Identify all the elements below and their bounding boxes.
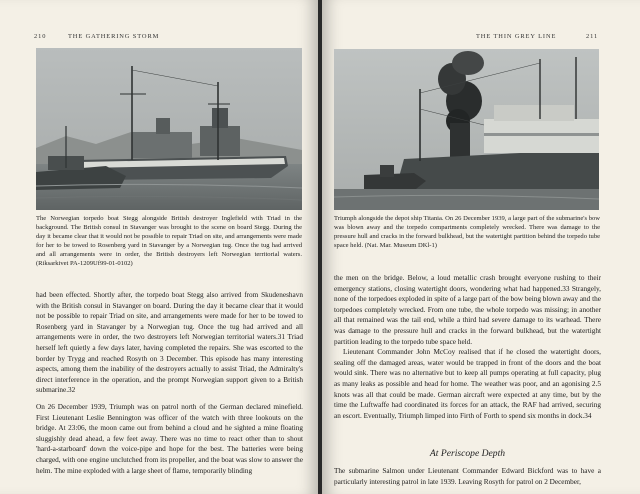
body-text-left [36, 290, 303, 476]
figure-caption-right [334, 214, 600, 250]
depot-ship-photo-illustration [334, 49, 599, 210]
figure-caption-left [36, 214, 302, 268]
right-page [322, 0, 640, 494]
running-head-title-right: THE THIN GREY LINE [476, 33, 557, 40]
caption-text-right: Triumph alongside the depot ship Titania. On 26 December 1939, a large part of the submarine's bow was blown away and the torpedo compartments completely wrecked. There was damage to the pressure hull and cracks in the forward bulkhead, but the watertight partition behind the torpedo tube space held. (Nat. Mar. Museum DKl-1) [334, 215, 600, 250]
running-head-title-left: THE GATHERING STORM [68, 33, 160, 40]
section-heading: At Periscope Depth [429, 448, 506, 459]
page-number-right: 211 [586, 33, 599, 40]
paragraph-left-2: On 26 December 1939, Triumph was on patrol north of the German declared minefield. First Lieutenant Leslie Bennington was officer of the watch with three lookouts on the bridge. At 23:06, the moon came out from behind a cloud and he sighted a mine floating sluggishly dead ahead, a few feet away. There was no time to react other than to shout 'hard-a-starboard' down the voice-pipe and hope for the best. The batteries were being charged, with one engine unclutched from its propeller, and the boat was slow to answer the helm. The mine exploded with a large sheet of flame, temporarily blinding [36, 402, 303, 475]
paragraph-right-section: The submarine Salmon under Lieutenant Commander Edward Bickford was to have a particularly interesting patrol in late 1939. Leaving Rosyth for patrol on 2 December, [334, 467, 601, 486]
photo-triumph-titania [334, 49, 599, 210]
paragraph-left-1: had been effected. Shortly after, the torpedo boat Stegg also arrived from Skudeneshavn with the British consul in Stavanger on board. During the day it became clear that it would not be possible to repair Triad on site, and arrangements were made for her to be towed to Rosenberg yard in Stavanger by a Norwegian tug. Once the tug had arrived and all arrangements were in order, the two destroyers left Norwegian territorial waters.31 Triad herself left quietly a few days later, having completed the repairs. She was escorted to the border by Trygg and reached Rosyth on 3 December. This episode has many interesting aspects, among them the inability of the destroyers actually to assist Triad, the Admiralty's direct interference in the operation, and the prompt Norwegian support given to a British submarine.32 [36, 291, 303, 395]
body-text-right [334, 273, 601, 421]
left-page [0, 0, 318, 494]
paragraph-right-1: the men on the bridge. Below, a loud metallic crash brought everyone rushing to their emergency stations, closing watertight doors, wondering what had happened.33 Strangely, none of the torpedoes exploded in spite of a large part of the bow being blown away and the torpedoes completely wrecked. From one tube, the whole torpedo was missing; in another all that remained was the tail end, while a third had severe damage to its warhead. There was damage to the pressure hull and cracks in the forward bulkhead, but the watertight partition leading to the torpedo tube space held. [334, 274, 601, 346]
caption-text-left: The Norwegian torpedo boat Stegg alongside British destroyer Inglefield with Triad in the background. The British consul in Stavanger was brought to the scene on board Stegg. During the day it became clear that it would not be possible to repair Triad on site, and arrangements were made for her to be towed to Rosenberg yard in Stavanger by a Norwegian tug. Once the tug had arrived and all arrangements were in order, the British destroyers left Norwegian territorial waters. (Riksarkivet PA-1209Uf99-01-0102) [36, 215, 302, 268]
paragraph-right-2: Lieutenant Commander John McCoy realised that if he closed the watertight doors, sealing off the damaged areas, water would be trapped in front of the doors and the boat would sink. There was no alternative but to keep all pumps operating at full capacity, plug as many leaks as possible and head for home. The weather was poor, and an agonising 2.5 knots was all that could be made. German aircraft were expected at any time, but by the time the Luftwaffe had coordinated its forces for an attack, the RAF had arrived, securing an escort. Eventually, Triumph limped into Firth of Forth to spend six months in dock.34 [334, 348, 601, 420]
photo-stegg-inglefield [36, 48, 302, 210]
body-text-right-section [334, 466, 601, 487]
page-number-left: 210 [34, 33, 47, 40]
warship-photo-illustration [36, 48, 302, 210]
